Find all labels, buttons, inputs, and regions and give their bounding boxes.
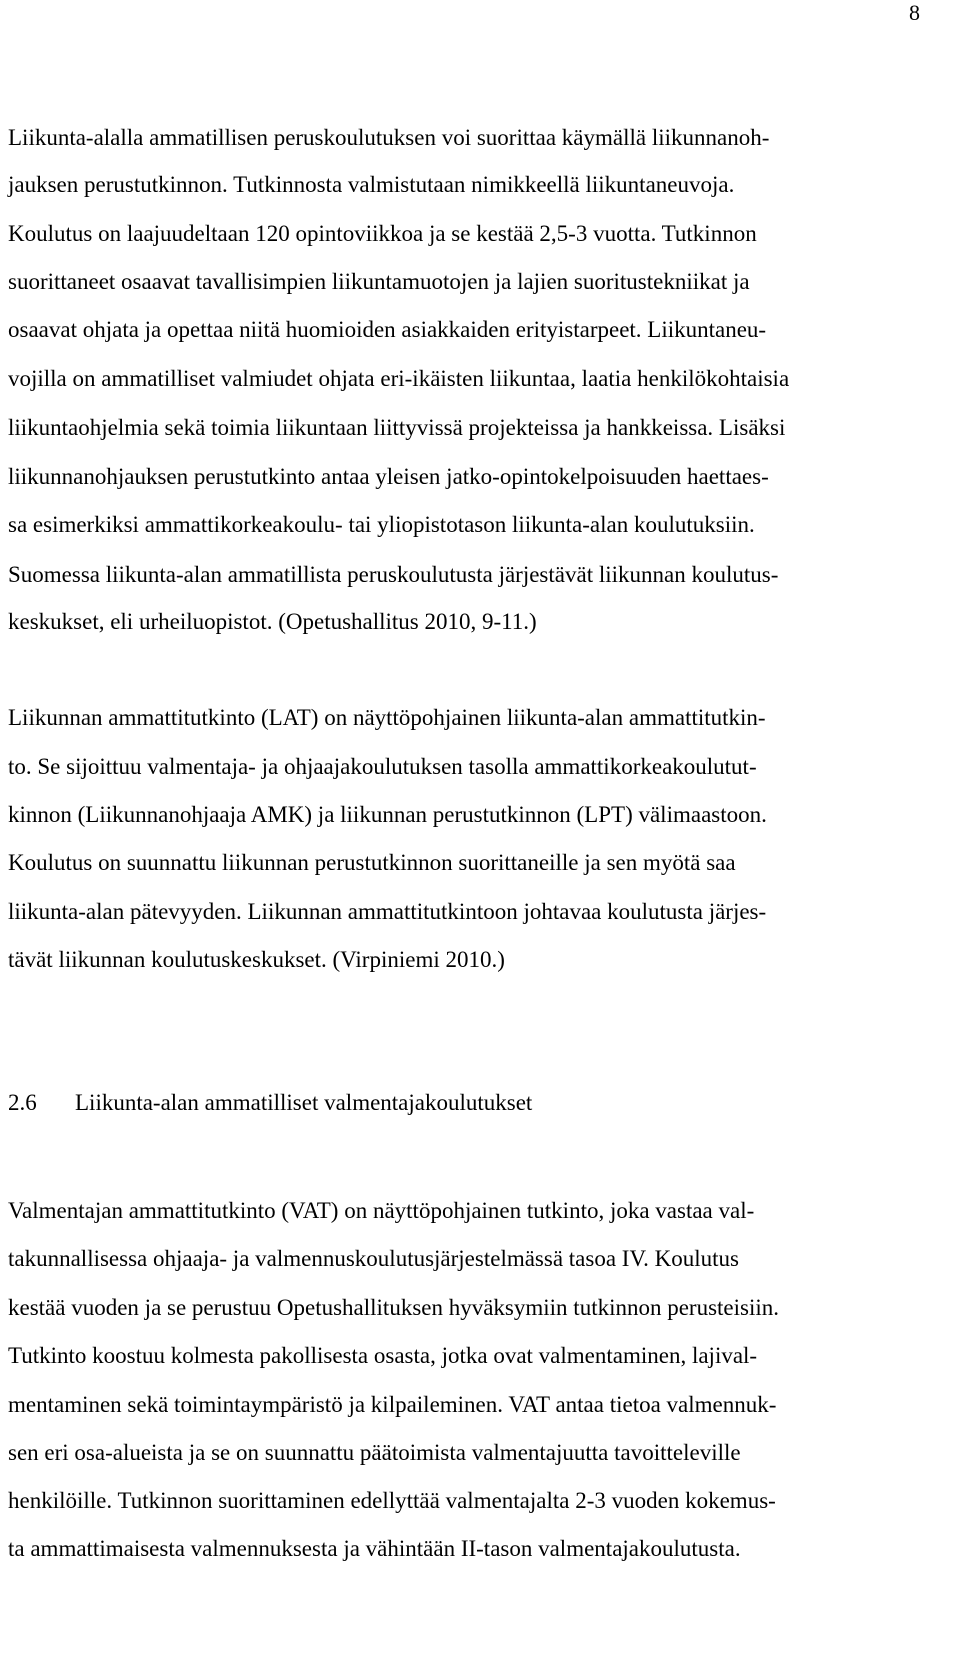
text-line: vojilla on ammatilliset valmiudet ohjata eri-ikäisten liikuntaa, laatia henkilökohtaisia: [8, 366, 790, 391]
text-line: liikuntaohjelmia sekä toimia liikuntaan liittyvissä projekteissa ja hankkeissa. Lisäksi: [8, 415, 786, 440]
text-line: osaavat ohjata ja opettaa niitä huomioiden asiakkaiden erityistarpeet. Liikuntaneu-: [8, 317, 767, 342]
text-line: kinnon (Liikunnanohjaaja AMK) ja liikunnan perustutkinnon (LPT) välimaastoon.: [8, 802, 767, 827]
text-line: keskukset, eli urheiluopistot. (Opetushallitus 2010, 9-11.): [8, 609, 537, 634]
text-line: Koulutus on suunnattu liikunnan perustutkinnon suorittaneille ja sen myötä saa: [8, 850, 736, 875]
text-line: Valmentajan ammattitutkinto (VAT) on näyttöpohjainen tutkinto, joka vastaa val-: [8, 1198, 755, 1223]
text-line: ta ammattimaisesta valmennuksesta ja vähintään II-tason valmentajakoulutusta.: [8, 1536, 741, 1561]
text-line: liikunta-alan pätevyyden. Liikunnan ammattitutkintoon johtavaa koulutusta järjes-: [8, 899, 767, 924]
section-number: 2.6: [8, 1090, 37, 1115]
text-line: sen eri osa-alueista ja se on suunnattu päätoimista valmentajuutta tavoitteleville: [8, 1440, 741, 1465]
text-line: tävät liikunnan koulutuskeskukset. (Virpiniemi 2010.): [8, 947, 505, 972]
text-line: mentaminen sekä toimintaympäristö ja kilpaileminen. VAT antaa tietoa valmennuk-: [8, 1392, 777, 1417]
text-line: Tutkinto koostuu kolmesta pakollisesta osasta, jotka ovat valmentaminen, lajival-: [8, 1343, 758, 1368]
text-line: liikunnanohjauksen perustutkinto antaa yleisen jatko-opintokelpoisuuden haettaes-: [8, 464, 769, 489]
text-line: sa esimerkiksi ammattikorkeakoulu- tai yliopistotason liikunta-alan koulutuksiin.: [8, 512, 755, 537]
text-line: to. Se sijoittuu valmentaja- ja ohjaajakoulutuksen tasolla ammattikorkeakoulutut-: [8, 754, 757, 779]
text-line: takunnallisessa ohjaaja- ja valmennuskoulutusjärjestelmässä tasoa IV. Koulutus: [8, 1246, 739, 1271]
text-line: Suomessa liikunta-alan ammatillista peruskoulutusta järjestävät liikunnan koulutus-: [8, 562, 779, 587]
text-line: Liikunnan ammattitutkinto (LAT) on näyttöpohjainen liikunta-alan ammattitutkin-: [8, 705, 766, 730]
text-line: Koulutus on laajuudeltaan 120 opintoviikkoa ja se kestää 2,5-3 vuotta. Tutkinnon: [8, 221, 757, 246]
text-line: suorittaneet osaavat tavallisimpien liikuntamuotojen ja lajien suoritustekniikat ja: [8, 269, 750, 294]
text-line: kestää vuoden ja se perustuu Opetushallituksen hyväksymiin tutkinnon perusteisiin.: [8, 1295, 780, 1320]
page-number: 8: [909, 0, 920, 25]
text-line: henkilöille. Tutkinnon suorittaminen edellyttää valmentajalta 2-3 vuoden kokemus-: [8, 1488, 776, 1513]
section-title: Liikunta-alan ammatilliset valmentajakoulutukset: [75, 1090, 533, 1115]
text-line: jauksen perustutkinnon. Tutkinnosta valmistutaan nimikkeellä liikuntaneuvoja.: [8, 172, 735, 197]
text-line: Liikunta-alalla ammatillisen peruskoulutuksen voi suorittaa käymällä liikunnanoh-: [8, 125, 770, 150]
